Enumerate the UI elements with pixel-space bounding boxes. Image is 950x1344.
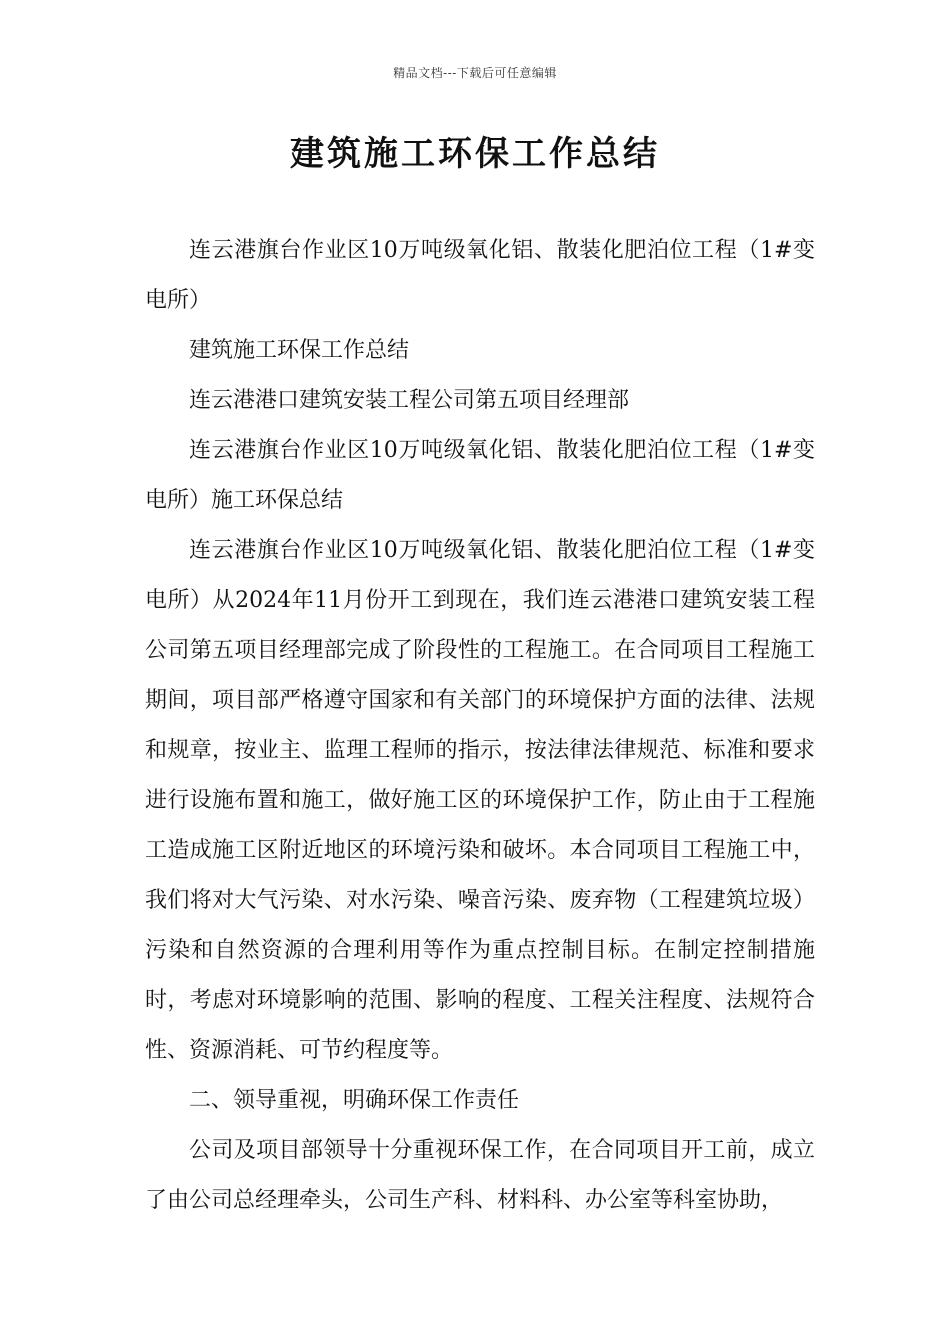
paragraph-project-name: 连云港旗台作业区10万吨级氧化铝、散装化肥泊位工程（1#变电所）: [145, 238, 815, 313]
document-body: [145, 226, 815, 1226]
paragraph-summary-title: 连云港旗台作业区10万吨级氧化铝、散装化肥泊位工程（1#变电所）施工环保总结: [145, 438, 815, 513]
paragraph-overview: 连云港旗台作业区10万吨级氧化铝、散装化肥泊位工程（1#变电所）从2024年11月份开工到现在，我们连云港港口建筑安装工程公司第五项目经理部完成了阶段性的工程施工。在合同项目工程施工期间，项目部严格遵守国家和有关部门的环境保护方面的法律、法规和规章，按业主、监理工程师的指示，按法律法律规范、标准和要求进行设施布置和施工，做好施工区的环境保护工作，防止由于工程施工造成施工区附近地区的环境污染和破坏。本合同项目工程施工中，我们将对大气污染、对水污染、噪音污染、废弃物（工程建筑垃圾）污染和自然资源的合理利用等作为重点控制目标。在制定控制措施时，考虑对环境影响的范围、影响的程度、工程关注程度、法规符合性、资源消耗、可节约程度等。: [145, 538, 816, 1063]
header-note: 精品文档---下载后可任意编辑: [393, 66, 557, 80]
section-heading: 二、领导重视，明确环保工作责任: [189, 1088, 520, 1113]
document-title: 建筑施工环保工作总结: [290, 134, 660, 174]
paragraph-leadership: 公司及项目部领导十分重视环保工作，在合同项目开工前，成立了由公司总经理牵头，公司生产科、材料科、办公室等科室协助，: [145, 1138, 815, 1213]
paragraph-subtitle: 建筑施工环保工作总结: [189, 338, 410, 363]
paragraph-department: 连云港港口建筑安装工程公司第五项目经理部: [189, 388, 630, 413]
